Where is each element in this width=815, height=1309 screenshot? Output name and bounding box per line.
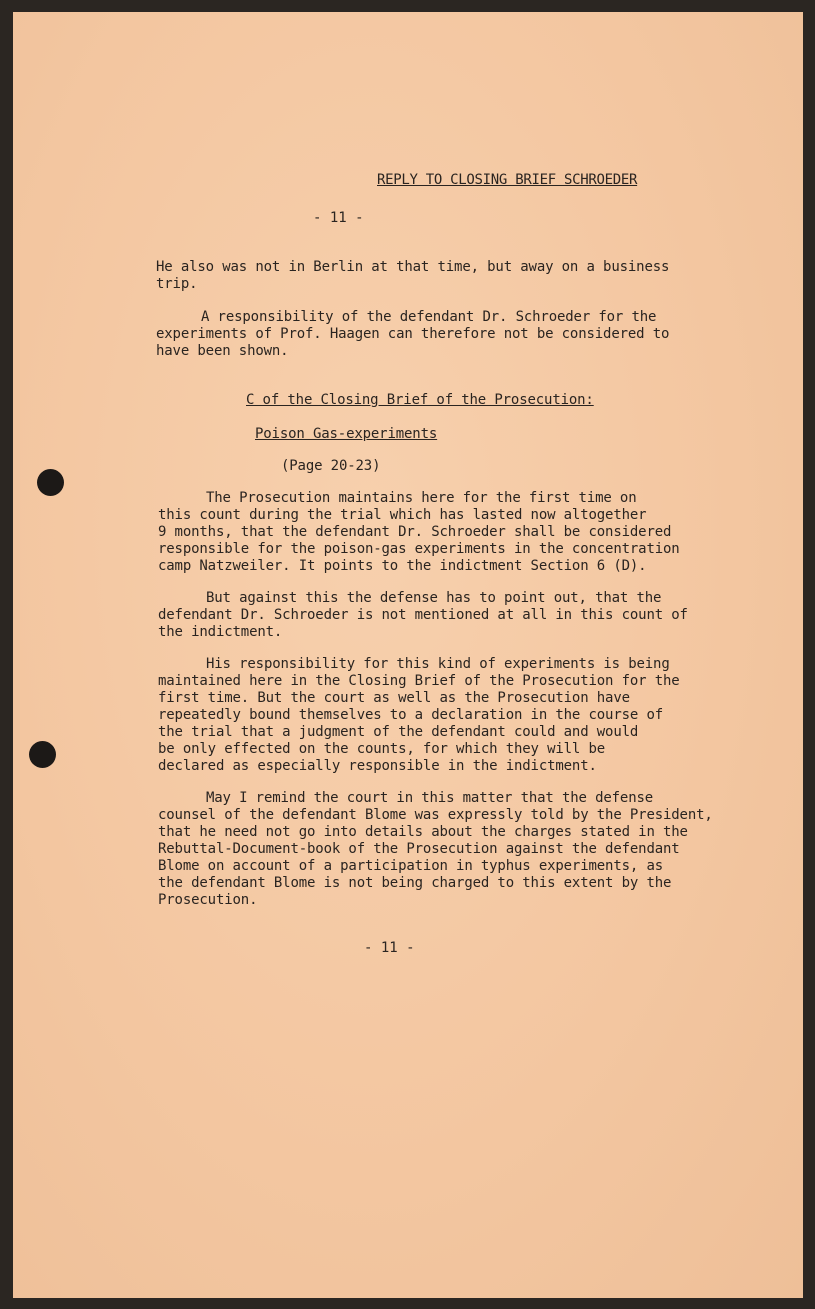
subsection-heading: Poison Gas-experiments	[255, 426, 438, 442]
paragraph-5-line: first time. But the court as well as the Prosecution have	[158, 690, 630, 706]
paragraph-6-line: counsel of the defendant Blome was expressly told by the President,	[158, 807, 713, 823]
paragraph-6-line: Rebuttal-Document-book of the Prosecution against the defendant	[158, 841, 680, 857]
document-page	[13, 12, 803, 1298]
paragraph-6-line: Blome on account of a participation in typhus experiments, as	[158, 858, 664, 874]
punch-hole-top	[37, 469, 64, 496]
paragraph-5-line: declared as especially responsible in the indictment.	[158, 758, 597, 774]
page-number-bottom: - 11 -	[364, 940, 415, 956]
paragraph-3-line: The Prosecution maintains here for the first time on	[206, 490, 637, 506]
paragraph-5-line: be only effected on the counts, for which they will be	[158, 741, 606, 757]
punch-hole-bottom	[29, 741, 56, 768]
paragraph-3-line: camp Natzweiler. It points to the indictment Section 6 (D).	[158, 558, 647, 574]
section-heading: C of the Closing Brief of the Prosecution:	[246, 392, 594, 408]
paragraph-6-line: Prosecution.	[158, 892, 258, 908]
paragraph-6-line: the defendant Blome is not being charged to this extent by the	[158, 875, 672, 891]
document-heading: REPLY TO CLOSING BRIEF SCHROEDER	[377, 172, 638, 188]
paragraph-1-line: trip.	[156, 276, 198, 292]
paragraph-5-line: maintained here in the Closing Brief of the Prosecution for the	[158, 673, 680, 689]
paragraph-4-line: But against this the defense has to point out, that the	[206, 590, 662, 606]
paragraph-6-line: that he need not go into details about the charges stated in the	[158, 824, 688, 840]
paragraph-3-line: this count during the trial which has lasted now altogether	[158, 507, 647, 523]
paragraph-3-line: responsible for the poison-gas experiments in the concentration	[158, 541, 680, 557]
paragraph-4-line: the indictment.	[158, 624, 283, 640]
paragraph-6-line: May I remind the court in this matter that the defense	[206, 790, 654, 806]
paragraph-5-line: the trial that a judgment of the defendant could and would	[158, 724, 639, 740]
page-reference: (Page 20-23)	[281, 458, 381, 474]
paragraph-2-line: experiments of Prof. Haagen can therefore not be considered to	[156, 326, 670, 342]
paragraph-5-line: repeatedly bound themselves to a declaration in the course of	[158, 707, 664, 723]
paragraph-2-line: have been shown.	[156, 343, 289, 359]
paragraph-1-line: He also was not in Berlin at that time, but away on a business	[156, 259, 670, 275]
page-number-top: - 11 -	[313, 210, 364, 226]
paragraph-4-line: defendant Dr. Schroeder is not mentioned at all in this count of	[158, 607, 688, 623]
paragraph-3-line: 9 months, that the defendant Dr. Schroeder shall be considered	[158, 524, 672, 540]
paragraph-5-line: His responsibility for this kind of experiments is being	[206, 656, 670, 672]
paragraph-2-line: A responsibility of the defendant Dr. Schroeder for the	[201, 309, 657, 325]
